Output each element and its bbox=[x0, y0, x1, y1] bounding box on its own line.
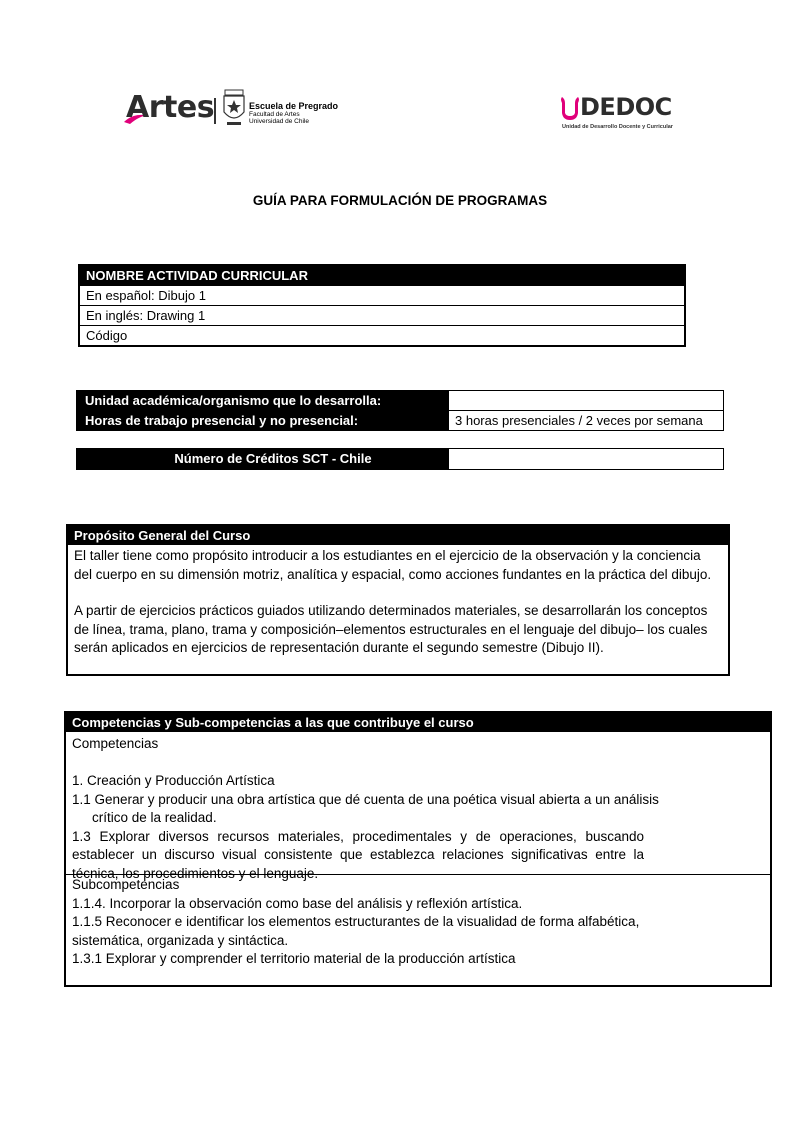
proposito-paragraph-1: El taller tiene como propósito introducir a los estudiantes en el ejercicio de la observación y la conciencia del cuerpo en su dimensión motriz, analítica y espacial, como acciones fundantes en la práctica del dibujo. bbox=[74, 548, 712, 582]
logo-udedoc bbox=[560, 93, 680, 135]
proposito-section bbox=[66, 524, 730, 676]
udedoc-subtitle: Unidad de Desarrollo Docente y Curricular bbox=[562, 124, 673, 130]
codigo: Código bbox=[80, 325, 684, 345]
unidad-row bbox=[77, 391, 723, 410]
actividad-table bbox=[78, 264, 686, 347]
competencia-1: 1. Creación y Producción Artística bbox=[72, 773, 275, 788]
competencia-1-3: 1.3 Explorar diversos recursos materiales, procedimentales y de operaciones, buscando establecer un discurso visual consistente que establezca relaciones significativas entre la técnica, los procedimientos y el lenguaje. bbox=[72, 828, 644, 881]
creditos-value bbox=[449, 449, 723, 469]
escuela-label: Escuela de Pregrado bbox=[249, 101, 339, 111]
creditos-table bbox=[76, 448, 724, 470]
horas-row bbox=[77, 410, 723, 430]
udedoc-u-icon bbox=[560, 95, 580, 121]
proposito-paragraph-2: A partir de ejercicios prácticos guiados utilizando determinados materiales, se desarrollarán los conceptos de línea, trama, plano, trama y composición–elementos estructurales en el lenguaje del dibujo– los cuales serán aplicados en ejercicios de representación durante el segundo semestre (Dibujo II). bbox=[74, 603, 708, 655]
logo-divider bbox=[214, 98, 216, 124]
subcompetencias-label: Subcompetencias bbox=[72, 877, 180, 892]
actividad-header: NOMBRE ACTIVIDAD CURRICULAR bbox=[80, 266, 684, 285]
subcompetencias-block bbox=[66, 874, 770, 969]
subcompetencia-1-1-4: 1.1.4. Incorporar la observación como base del análisis y reflexión artística. bbox=[72, 895, 523, 911]
subcompetencia-1-1-5: 1.1.5 Reconocer e identificar los elementos estructurantes de la visualidad de forma alfabética, sistemática, organizada y sintáctica. bbox=[72, 914, 640, 948]
competencias-block bbox=[66, 732, 770, 881]
unidad-table bbox=[76, 390, 724, 431]
nombre-ingles: En inglés: Drawing 1 bbox=[80, 305, 684, 325]
nombre-espanol: En español: Dibujo 1 bbox=[80, 285, 684, 305]
competencias-header: Competencias y Sub-competencias a las que contribuye el curso bbox=[66, 713, 770, 732]
competencia-1-1: 1.1 Generar y producir una obra artística que dé cuenta de una poética visual abierta a un análisis bbox=[72, 791, 659, 807]
horas-label: Horas de trabajo presencial y no presencial: bbox=[77, 411, 449, 430]
competencias-section bbox=[64, 711, 772, 987]
logo-artes bbox=[124, 88, 354, 132]
university-crest-icon bbox=[221, 88, 247, 128]
udedoc-wordmark: DEDOC bbox=[580, 93, 672, 121]
competencia-1-1-cont: crítico de la realidad. bbox=[92, 810, 217, 825]
unidad-label: Unidad académica/organismo que lo desarrolla: bbox=[77, 391, 449, 410]
creditos-label: Número de Créditos SCT - Chile bbox=[77, 449, 449, 469]
unidad-value bbox=[449, 391, 723, 410]
proposito-header: Propósito General del Curso bbox=[68, 526, 728, 545]
horas-value: 3 horas presenciales / 2 veces por semana bbox=[455, 413, 703, 428]
facultad-label: Facultad de Artes bbox=[249, 111, 300, 118]
competencias-label: Competencias bbox=[72, 736, 159, 751]
universidad-label: Universidad de Chile bbox=[249, 118, 309, 125]
artes-wordmark: Artes bbox=[126, 90, 215, 125]
subcompetencia-1-3-1: 1.3.1 Explorar y comprender el territorio material de la producción artística bbox=[72, 951, 516, 966]
document-title: GUÍA PARA FORMULACIÓN DE PROGRAMAS bbox=[252, 193, 548, 208]
